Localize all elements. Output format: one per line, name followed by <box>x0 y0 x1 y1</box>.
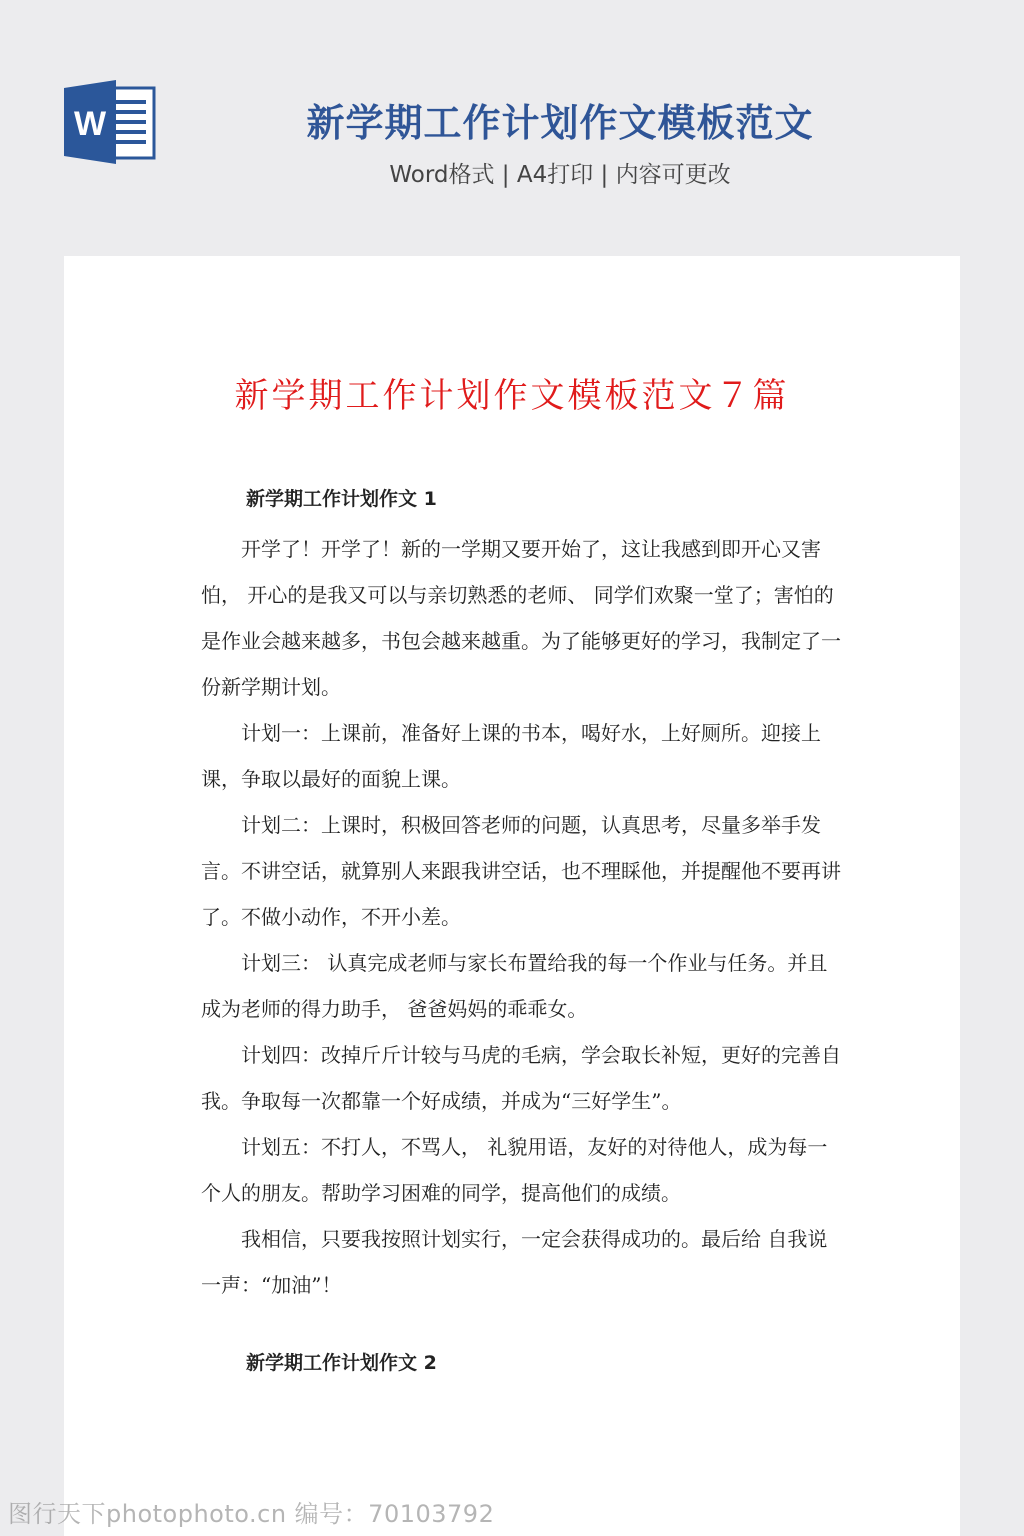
paragraph-intro: 开学了！开学了！新的一学期又要开始了，这让我感到即开心又害怕， 开心的是我又可以与亲切熟悉的老师、 同学们欢聚一堂了；害怕的是作业会越来越多，书包会越来越重。为了能够更好的学习，我制定了一份新学期计划。 <box>201 537 841 699</box>
document-title: 新学期工作计划作文模板范文７篇 <box>234 376 790 416</box>
section-1-body <box>201 526 841 1308</box>
watermark: 图行天下photophoto.cn 编号：70103792 <box>8 1500 495 1528</box>
section-heading-2: 新学期工作计划作文 2 <box>246 1352 437 1374</box>
word-icon-letter: W <box>73 105 107 143</box>
paragraph-plan-3: 计划三： 认真完成老师与家长布置给我的每一个作业与任务。并且成为老师的得力助手， 爸爸妈妈的乖乖女。 <box>201 951 828 1021</box>
paragraph-conclusion: 我相信，只要我按照计划实行，一定会获得成功的。最后给 自我说一声：“加油”！ <box>201 1227 828 1297</box>
paragraph-plan-4: 计划四：改掉斤斤计较与马虎的毛病，学会取长补短，更好的完善自我。争取每一次都靠一个好成绩，并成为“三好学生”。 <box>201 1043 841 1113</box>
paragraph-plan-1: 计划一：上课前，准备好上课的书本，喝好水，上好厕所。迎接上课，争取以最好的面貌上课。 <box>201 721 821 791</box>
document-page <box>64 256 960 1536</box>
paragraph-plan-2: 计划二：上课时，积极回答老师的问题，认真思考，尽量多举手发言。不讲空话，就算别人来跟我讲空话，也不理睬他，并提醒他不要再讲了。不做小动作，不开小差。 <box>201 813 841 929</box>
word-icon <box>64 80 158 164</box>
header-banner <box>0 0 1024 230</box>
header-subtitle: Word格式 | A4打印 | 内容可更改 <box>389 162 731 188</box>
header-title: 新学期工作计划作文模板范文 <box>306 101 814 145</box>
section-heading-1: 新学期工作计划作文 1 <box>246 488 437 510</box>
paragraph-plan-5: 计划五：不打人，不骂人， 礼貌用语，友好的对待他人，成为每一个人的朋友。帮助学习困难的同学，提高他们的成绩。 <box>201 1135 828 1205</box>
